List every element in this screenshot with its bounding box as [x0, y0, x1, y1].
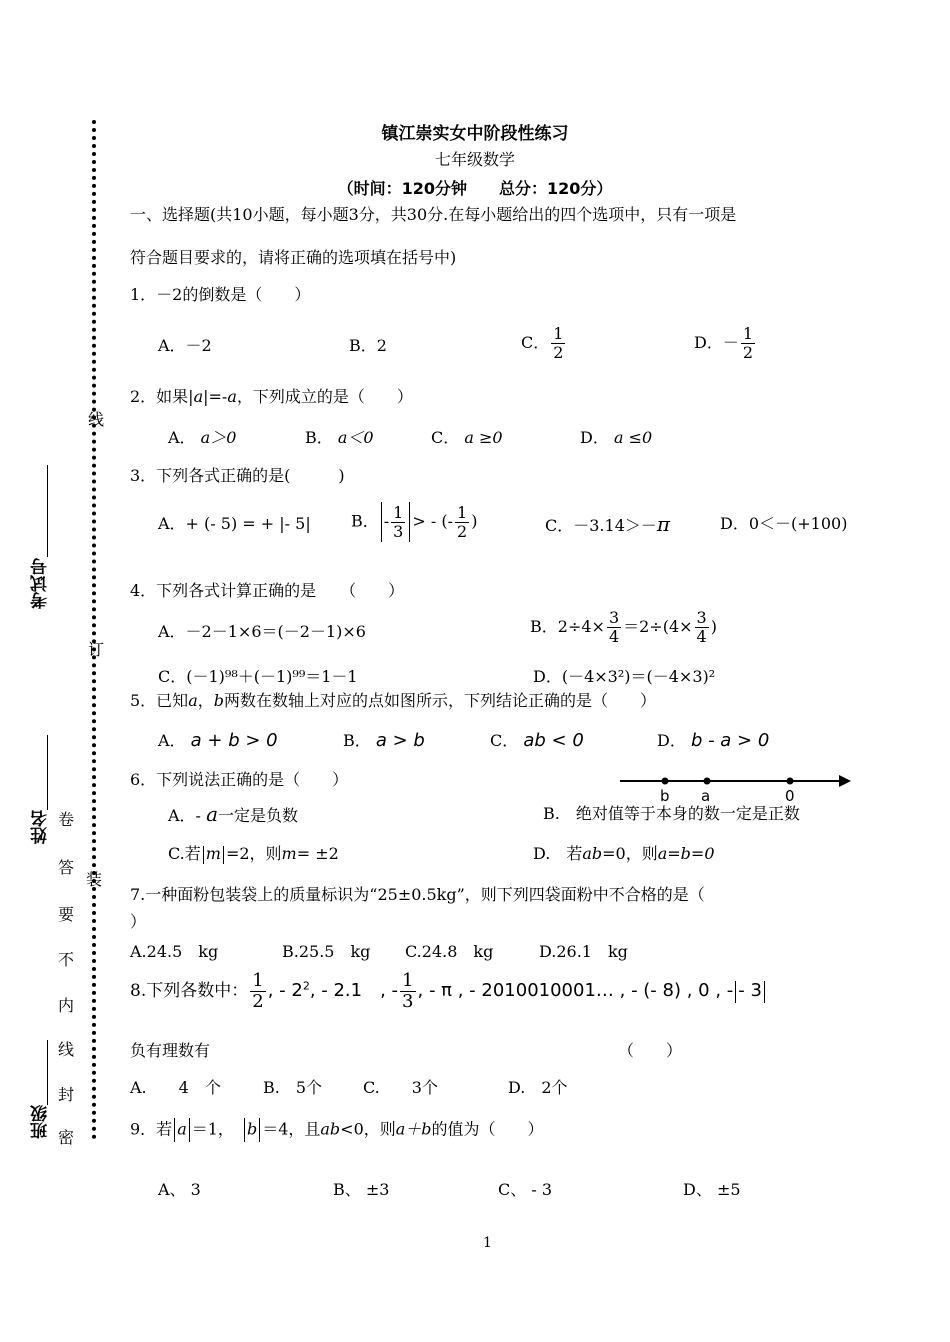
section-intro-line2: 符合题目要求的，请将正确的选项填在括号中)	[130, 248, 457, 267]
q9-stem: 9．若 a ＝1， b ＝4，且ab<0，则a＋b的值为（ ）	[130, 1118, 544, 1142]
q1-option-a: A．－2	[158, 336, 212, 355]
seal-word-2: 封	[58, 1085, 75, 1104]
field-exam-label: 考试号	[31, 558, 51, 609]
page-subtitle: 七年级数学	[434, 150, 515, 169]
seal-word-4: 内	[58, 996, 75, 1015]
page-title: 镇江崇实女中阶段性练习	[381, 124, 569, 144]
number-line-label-0: 0	[785, 787, 795, 805]
q4-option-d: D．(－4×3²)＝(－4×3)²	[533, 667, 716, 686]
q9-option-d: D、 ±5	[683, 1180, 741, 1199]
q8-option-b: B. 5个	[263, 1078, 323, 1097]
q1-option-c: C． $\frac{1}{2}$	[521, 324, 564, 362]
q2-option-c: C． a ≥0	[431, 428, 503, 447]
q4-stem: 4．下列各式计算正确的是 （ ）	[130, 581, 405, 600]
section-intro-line1: 一、选择题(共10小题，每小题3分，共30分.在每小题给出的四个选项中，只有一项是	[130, 205, 737, 224]
exam-info: （时间：120分钟 总分：120分）	[337, 179, 613, 198]
binding-mark-line: 线	[88, 410, 105, 429]
number-line-point-a	[704, 778, 711, 785]
q8-option-d: D. 2个	[508, 1078, 568, 1097]
q2-option-a: A． a＞0	[168, 428, 237, 447]
q8-option-c: C. 3个	[363, 1078, 438, 1097]
q9-option-b: B、 ±3	[333, 1180, 390, 1199]
number-line-point-0	[787, 778, 794, 785]
seal-word-5: 不	[58, 950, 75, 969]
field-name-label: 姓名	[31, 810, 51, 844]
q7-option-d: D.26.1 kg	[539, 942, 628, 961]
q8-answer-paren: （ ）	[618, 1041, 683, 1060]
seal-word-7: 答	[58, 858, 75, 877]
q6-option-b: B. 绝对值等于本身的数一定是正数	[543, 804, 800, 823]
field-exam-blank	[47, 465, 48, 557]
q5-option-a: A． a + b > 0	[158, 730, 278, 751]
q4-option-c: C．(－1)⁹⁸＋(－1)⁹⁹＝1－1	[158, 667, 358, 686]
q6-option-d: D. 若ab=0，则a=b=0	[533, 844, 715, 863]
q7-option-a: A.24.5 kg	[130, 942, 219, 961]
binding-mark-zhuang: 装	[86, 870, 103, 889]
q9-option-c: C、 - 3	[498, 1180, 553, 1199]
seal-word-1: 密	[58, 1128, 75, 1147]
q3-stem: 3．下列各式正确的是( )	[130, 466, 345, 485]
q9-option-a: A、 3	[158, 1180, 201, 1199]
q4-option-b: B．2÷4× $\frac{3}{4}$ ＝2÷(4× $\frac{3}{4}$ )	[530, 608, 717, 646]
q4-option-a: A．－2－1×6＝(－2－1)×6	[158, 622, 366, 641]
q6-option-a: A．- a一定是负数	[168, 802, 299, 826]
seal-word-3: 线	[58, 1040, 75, 1059]
q5-option-d: D． b - a > 0	[657, 730, 770, 751]
number-line-label-a: a	[701, 787, 711, 805]
number-line-arrow	[839, 775, 851, 787]
q3-option-b: B． - $\frac{1}{3}$ > - (- $\frac{1}{2}$ )	[351, 502, 478, 541]
q7-option-b: B.25.5 kg	[282, 942, 371, 961]
q8-line2: 负有理数有	[130, 1041, 211, 1060]
number-line-label-b: b	[660, 787, 670, 805]
number-line-figure	[615, 768, 855, 808]
page-number: 1	[483, 1235, 492, 1251]
seal-word-6: 要	[58, 905, 75, 924]
seal-word-8: 卷	[58, 810, 75, 829]
field-name-blank	[47, 735, 48, 810]
number-line-point-b	[662, 778, 669, 785]
q5-stem: 5．已知a，b两数在数轴上对应的点如图所示，下列结论正确的是（ ）	[130, 691, 657, 710]
field-class-blank	[47, 1040, 48, 1105]
q2-option-b: B． a＜0	[305, 428, 374, 447]
q3-option-d: D．0＜－(+100)	[720, 514, 848, 533]
q8-stem: 8.下列各数中： $\frac{1}{2}$ , - $2^2$, - 2.1 , - $\frac{1}{3}$ , - π , - 2010010001… , - (- 8) , 0 , - - 3	[130, 972, 767, 1011]
binding-dotted-line	[92, 120, 96, 1140]
q1-option-b: B．2	[349, 336, 387, 355]
q7-stem: 7.一种面粉包装袋上的质量标识为“25±0.5kg”，则下列四袋面粉中不合格的是（	[130, 885, 705, 904]
q3-option-a: A．+ (- 5) = + |- 5|	[158, 514, 311, 533]
q6-option-c: C.若 m =2，则m= ±2	[168, 844, 339, 863]
q3-option-c: C．－3.14＞－π	[545, 512, 671, 536]
q5-option-c: C． ab < 0	[490, 730, 584, 751]
q8-option-a: A. 4 个	[130, 1078, 221, 1097]
field-class-label: 班级	[31, 1105, 51, 1139]
binding-mark-ding: 订	[88, 640, 105, 659]
q6-stem: 6．下列说法正确的是（ ）	[130, 770, 349, 789]
q2-stem: 2．如果|a|=-a，下列成立的是（ ）	[130, 387, 413, 406]
q1-option-d: D．－ $\frac{1}{2}$	[694, 324, 754, 362]
q7-stem-cont: ）	[130, 912, 147, 931]
q1-stem: 1．－2的倒数是（ ）	[130, 285, 311, 304]
q7-option-c: C.24.8 kg	[405, 942, 494, 961]
q5-option-b: B． a > b	[343, 730, 425, 751]
q2-option-d: D． a ≤0	[580, 428, 653, 447]
